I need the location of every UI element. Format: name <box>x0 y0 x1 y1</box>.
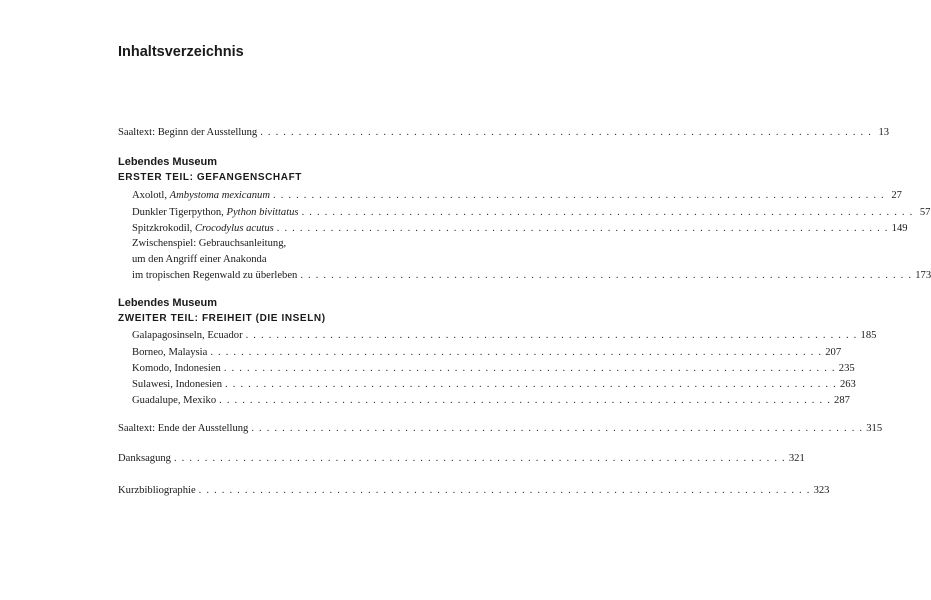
leader-dots: . . . . . . . . . . . . . . . . . . . . . . . . . . . . . . . . . . . . . . . . . . . . . . . . . . . . . . . . . . . . . . . . . . . . . . . . . . . . . . . . <box>219 395 832 406</box>
part1-subheading: ERSTER TEIL: GEFANGENSCHAFT <box>118 172 302 183</box>
toc-entry-kurzbibliographie[interactable] <box>118 484 830 497</box>
interlude-line-2[interactable]: um den Angriff einer Anakonda <box>132 254 267 265</box>
toc-entry-latin: Python bivittatus <box>226 207 299 218</box>
toc-entry-label: Sulawesi, Indonesien <box>132 379 223 390</box>
toc-entry-label: Spitzkrokodil, <box>132 223 195 234</box>
toc-entry-label: im tropischen Regenwald zu überleben <box>132 270 298 281</box>
toc-entry-komodo[interactable] <box>132 362 855 375</box>
toc-entry-page: 315 <box>866 423 883 434</box>
toc-entry-label: Saaltext: Ende der Ausstellung <box>118 423 249 434</box>
leader-dots: . . . . . . . . . . . . . . . . . . . . . . . . . . . . . . . . . . . . . . . . . . . . . . . . . . . . . . . . . . . . . . . . . . . . . . . . . . . . . . . . <box>301 207 914 218</box>
toc-entry-page: 57 <box>919 207 931 218</box>
toc-entry-sulawesi[interactable] <box>132 378 856 391</box>
toc-entry-page: 323 <box>813 485 830 496</box>
toc-entry-page: 27 <box>891 190 902 201</box>
toc-entry-interlude[interactable] <box>132 269 931 282</box>
toc-entry-spitzkrokodil[interactable] <box>132 222 908 235</box>
leader-dots: . . . . . . . . . . . . . . . . . . . . . . . . . . . . . . . . . . . . . . . . . . . . . . . . . . . . . . . . . . . . . . . . . . . . . . . . . . . . . . . . <box>245 330 858 341</box>
toc-entry-page: 235 <box>838 363 855 374</box>
toc-entry-label: Danksagung <box>118 453 171 464</box>
toc-entry-label: Borneo, Malaysia <box>132 347 208 358</box>
toc-entry-tigerpython[interactable] <box>132 206 931 219</box>
part2-heading: Lebendes Museum <box>118 297 218 309</box>
leader-dots: . . . . . . . . . . . . . . . . . . . . . . . . . . . . . . . . . . . . . . . . . . . . . . . . . . . . . . . . . . . . . . . . . . . . . . . . . . . . . . . . <box>198 485 811 496</box>
leader-dots: . . . . . . . . . . . . . . . . . . . . . . . . . . . . . . . . . . . . . . . . . . . . . . . . . . . . . . . . . . . . . . . . . . . . . . . . . . . . . . . . <box>276 223 889 234</box>
leader-dots: . . . . . . . . . . . . . . . . . . . . . . . . . . . . . . . . . . . . . . . . . . . . . . . . . . . . . . . . . . . . . . . . . . . . . . . . . . . . . . . . <box>223 363 836 374</box>
interlude-line-1[interactable]: Zwischenspiel: Gebrauchsanleitung, <box>132 238 287 249</box>
toc-entry-label: Kurzbibliographie <box>118 485 196 496</box>
toc-entry-danksagung[interactable] <box>118 452 805 465</box>
leader-dots: . . . . . . . . . . . . . . . . . . . . . . . . . . . . . . . . . . . . . . . . . . . . . . . . . . . . . . . . . . . . . . . . . . . . . . . . . . . . . . . . <box>251 423 864 434</box>
toc-entry-axolotl[interactable] <box>132 189 902 202</box>
toc-entry-page: 149 <box>891 223 908 234</box>
toc-entry-page: 13 <box>878 127 890 138</box>
toc-entry-galapagos[interactable] <box>132 329 877 342</box>
toc-entry-latin: Ambystoma mexicanum <box>169 190 270 201</box>
toc-entry-guadalupe[interactable] <box>132 394 850 407</box>
toc-entry-page: 173 <box>915 270 931 281</box>
leader-dots: . . . . . . . . . . . . . . . . . . . . . . . . . . . . . . . . . . . . . . . . . . . . . . . . . . . . . . . . . . . . . . . . . . . . . . . . . . . . . . . . <box>173 453 786 464</box>
part1-heading: Lebendes Museum <box>118 156 218 168</box>
toc-entry-latin: Crocodylus acutus <box>194 223 274 234</box>
toc-entry-label: Saaltext: Beginn der Ausstellung <box>118 127 258 138</box>
toc-entry-label: Komodo, Indonesien <box>132 363 221 374</box>
toc-entry-saaltext-ende[interactable] <box>118 422 883 435</box>
leader-dots: . . . . . . . . . . . . . . . . . . . . . . . . . . . . . . . . . . . . . . . . . . . . . . . . . . . . . . . . . . . . . . . . . . . . . . . . . . . . . . . . <box>260 127 873 138</box>
leader-dots: . . . . . . . . . . . . . . . . . . . . . . . . . . . . . . . . . . . . . . . . . . . . . . . . . . . . . . . . . . . . . . . . . . . . . . . . . . . . . . . . <box>300 270 913 281</box>
toc-entry-saaltext-beginn[interactable] <box>118 126 890 139</box>
leader-dots: . . . . . . . . . . . . . . . . . . . . . . . . . . . . . . . . . . . . . . . . . . . . . . . . . . . . . . . . . . . . . . . . . . . . . . . . . . . . . . . . <box>210 347 823 358</box>
toc-entry-page: 287 <box>834 395 850 406</box>
toc-entry-label: Dunkler Tigerpython, <box>132 207 227 218</box>
toc-entry-page: 263 <box>839 379 856 390</box>
toc-entry-page: 185 <box>860 330 877 341</box>
toc-entry-borneo[interactable] <box>132 346 842 359</box>
leader-dots: . . . . . . . . . . . . . . . . . . . . . . . . . . . . . . . . . . . . . . . . . . . . . . . . . . . . . . . . . . . . . . . . . . . . . . . . . . . . . . . . <box>225 379 837 390</box>
page-title: Inhaltsverzeichnis <box>118 44 244 60</box>
toc-entry-label: Guadalupe, Mexiko <box>132 395 217 406</box>
toc-entry-page: 207 <box>825 347 842 358</box>
toc-entry-label: Galapagosinseln, Ecuador <box>132 330 243 341</box>
leader-dots: . . . . . . . . . . . . . . . . . . . . . . . . . . . . . . . . . . . . . . . . . . . . . . . . . . . . . . . . . . . . . . . . . . . . . . . . . . . . . . . . <box>273 190 885 201</box>
toc-entry-page: 321 <box>788 453 805 464</box>
part2-subheading: ZWEITER TEIL: FREIHEIT (DIE INSELN) <box>118 313 326 324</box>
toc-entry-label: Axolotl, <box>132 190 170 201</box>
